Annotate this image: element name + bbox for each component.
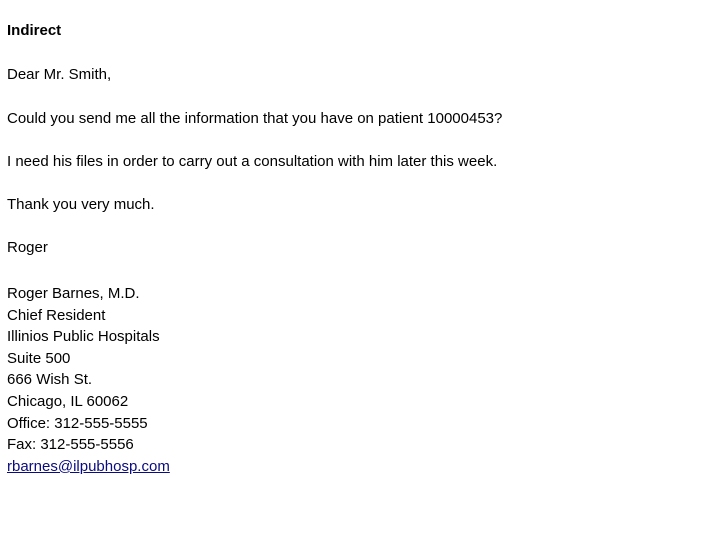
signature-organization: Illinios Public Hospitals (7, 328, 160, 346)
signature-city: Chicago, IL 60062 (7, 392, 129, 410)
signature-office-phone: Office: 312-555-5555 (7, 414, 148, 432)
signature-block (7, 283, 170, 477)
signature-email-link[interactable]: rbarnes@ilpubhosp.com (7, 457, 170, 475)
signature-fax: Fax: 312-555-5556 (7, 436, 134, 454)
signature-suite: Suite 500 (7, 349, 71, 367)
reason-paragraph: I need his files in order to carry out a consultation with him later this week. (7, 153, 498, 170)
greeting-line: Dear Mr. Smith, (7, 66, 112, 83)
signature-street: 666 Wish St. (7, 371, 93, 389)
closing-name: Roger (7, 239, 48, 256)
thanks-line: Thank you very much. (7, 196, 155, 213)
signature-full-name: Roger Barnes, M.D. (7, 285, 140, 302)
document-heading: Indirect (7, 22, 62, 39)
signature-title: Chief Resident (7, 306, 106, 324)
request-paragraph: Could you send me all the information that you have on patient 10000453? (7, 110, 503, 127)
letter-document (7, 0, 707, 540)
